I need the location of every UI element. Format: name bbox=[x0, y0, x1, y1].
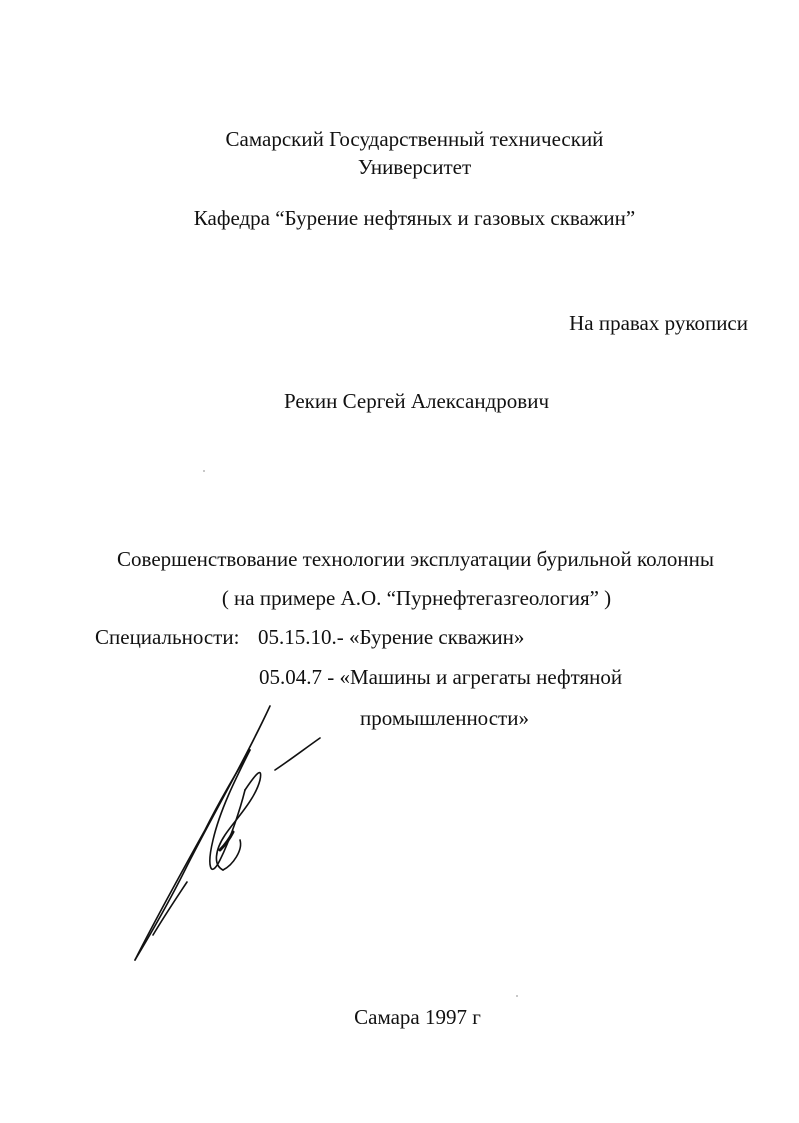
university-name-line2: Университет bbox=[357, 155, 472, 179]
specialty-item-continuation: промышленности» bbox=[360, 706, 529, 730]
specialties-label: Специальности: bbox=[95, 625, 240, 649]
scan-speck bbox=[516, 995, 518, 997]
author-name: Рекин Сергей Александрович bbox=[283, 389, 550, 413]
university-name-line1: Самарский Государственный технический bbox=[225, 127, 604, 151]
department-name: Кафедра “Бурение нефтяных и газовых скважин” bbox=[193, 206, 636, 230]
specialty-item: 05.04.7 - «Машины и агрегаты нефтяной bbox=[259, 665, 623, 689]
city-year: Самара 1997 г bbox=[354, 1005, 481, 1029]
signature-icon bbox=[125, 700, 335, 970]
specialty-item: 05.15.10.- «Бурение скважин» bbox=[258, 625, 525, 649]
thesis-example: ( на примере А.О. “Пурнефтегазгеология” ) bbox=[221, 586, 612, 610]
scan-speck bbox=[203, 470, 205, 472]
manuscript-note: На правах рукописи bbox=[569, 311, 748, 335]
thesis-title: Совершенствование технологии эксплуатации бурильной колонны bbox=[117, 547, 714, 571]
